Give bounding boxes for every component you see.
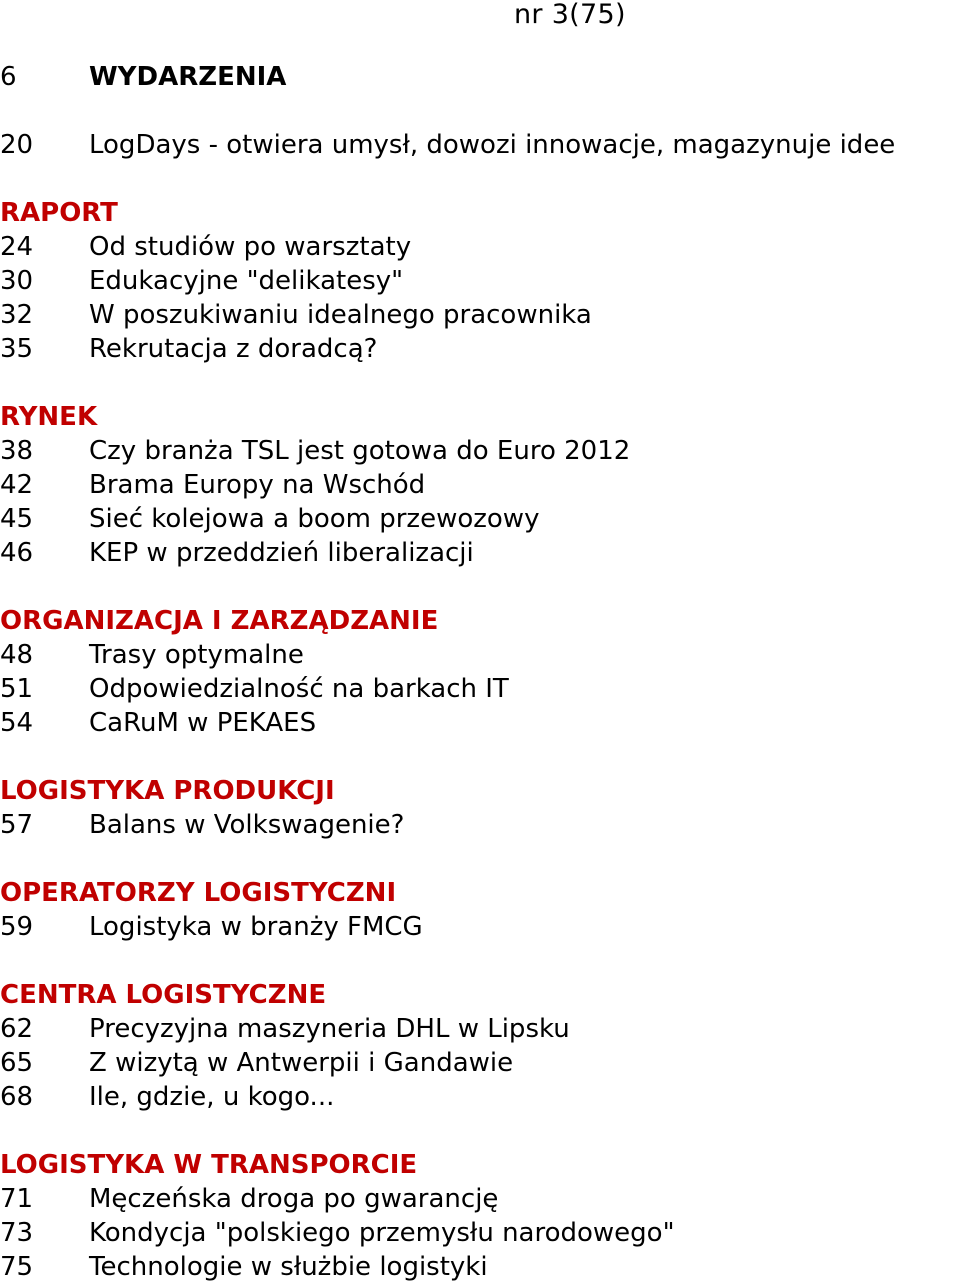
page-number: 24	[0, 232, 34, 262]
entry-title: W poszukiwaniu idealnego pracownika	[89, 300, 592, 330]
page-number: 38	[0, 436, 34, 466]
page-number: 6	[0, 62, 17, 92]
section-heading: OPERATORZY LOGISTYCZNI	[0, 878, 397, 908]
page-number: 20	[0, 130, 34, 160]
entry-title: KEP w przeddzień liberalizacji	[89, 538, 474, 568]
entry-title: Czy branża TSL jest gotowa do Euro 2012	[89, 436, 631, 466]
page-number: 68	[0, 1082, 34, 1112]
section-heading: RAPORT	[0, 198, 118, 228]
page-number: 32	[0, 300, 34, 330]
toc-entry[interactable]	[0, 706, 960, 740]
spacer	[0, 366, 960, 400]
page-number: 54	[0, 708, 34, 738]
section-heading: LOGISTYKA W TRANSPORCIE	[0, 1150, 418, 1180]
page-number: 35	[0, 334, 34, 364]
spacer	[0, 842, 960, 876]
spacer	[0, 162, 960, 196]
page-number: 75	[0, 1252, 34, 1282]
page-number: 45	[0, 504, 34, 534]
toc-entry[interactable]	[0, 1012, 960, 1046]
entry-title: Kondycja "polskiego przemysłu narodowego"	[89, 1218, 675, 1248]
issue-number: nr 3(75)	[514, 0, 626, 30]
section-heading: RYNEK	[0, 402, 98, 432]
toc-entry[interactable]	[0, 1080, 960, 1114]
page-number: 65	[0, 1048, 34, 1078]
entry-title: CaRuM w PEKAES	[89, 708, 317, 738]
spacer	[0, 570, 960, 604]
toc-entry[interactable]	[0, 910, 960, 944]
entry-title: Z wizytą w Antwerpii i Gandawie	[89, 1048, 514, 1078]
section-heading: LOGISTYKA PRODUKCJI	[0, 776, 335, 806]
toc-entry[interactable]	[0, 1182, 960, 1216]
page-number: 71	[0, 1184, 34, 1214]
entry-title: Sieć kolejowa a boom przewozowy	[89, 504, 540, 534]
entry-title: Ile, gdzie, u kogo...	[89, 1082, 335, 1112]
entry-title: WYDARZENIA	[89, 62, 287, 92]
entry-title: Brama Europy na Wschód	[89, 470, 426, 500]
toc-entry-logdays[interactable]	[0, 128, 960, 162]
section-heading: ORGANIZACJA I ZARZĄDZANIE	[0, 606, 439, 636]
toc-entry[interactable]	[0, 638, 960, 672]
entry-title: Precyzyjna maszyneria DHL w Lipsku	[89, 1014, 570, 1044]
spacer	[0, 1114, 960, 1148]
entry-title: Logistyka w branży FMCG	[89, 912, 423, 942]
entry-title: Technologie w służbie logistyki	[89, 1252, 488, 1282]
toc-entry[interactable]	[0, 298, 960, 332]
entry-title: Rekrutacja z doradcą?	[89, 334, 378, 364]
toc-entry[interactable]	[0, 808, 960, 842]
page-number: 42	[0, 470, 34, 500]
page-number: 51	[0, 674, 34, 704]
toc-sections	[0, 196, 960, 1284]
spacer	[0, 944, 960, 978]
section-heading: CENTRA LOGISTYCZNE	[0, 980, 327, 1010]
toc-entry[interactable]	[0, 672, 960, 706]
toc-entry[interactable]	[0, 332, 960, 366]
page-number: 30	[0, 266, 34, 296]
toc-entry[interactable]	[0, 1046, 960, 1080]
spacer	[0, 740, 960, 774]
entry-title: Męczeńska droga po gwarancję	[89, 1184, 499, 1214]
toc-entry[interactable]	[0, 434, 960, 468]
entry-title: Od studiów po warsztaty	[89, 232, 412, 262]
toc-entry[interactable]	[0, 1216, 960, 1250]
toc-entry[interactable]	[0, 536, 960, 570]
entry-title: Trasy optymalne	[89, 640, 304, 670]
page-number: 46	[0, 538, 34, 568]
toc-entry-wydarzenia[interactable]	[0, 60, 960, 94]
entry-title: Edukacyjne "delikatesy"	[89, 266, 404, 296]
toc-entry[interactable]	[0, 502, 960, 536]
page-number: 57	[0, 810, 34, 840]
table-of-contents	[0, 60, 960, 1284]
toc-entry[interactable]	[0, 230, 960, 264]
page-number: 73	[0, 1218, 34, 1248]
toc-entry[interactable]	[0, 468, 960, 502]
page-number: 59	[0, 912, 34, 942]
spacer	[0, 94, 960, 128]
page-number: 62	[0, 1014, 34, 1044]
toc-entry[interactable]	[0, 264, 960, 298]
toc-entry[interactable]	[0, 1250, 960, 1284]
page-number: 48	[0, 640, 34, 670]
entry-title: Odpowiedzialność na barkach IT	[89, 674, 509, 704]
entry-title: Balans w Volkswagenie?	[89, 810, 405, 840]
entry-title: LogDays - otwiera umysł, dowozi innowacje, magazynuje idee	[89, 130, 896, 160]
